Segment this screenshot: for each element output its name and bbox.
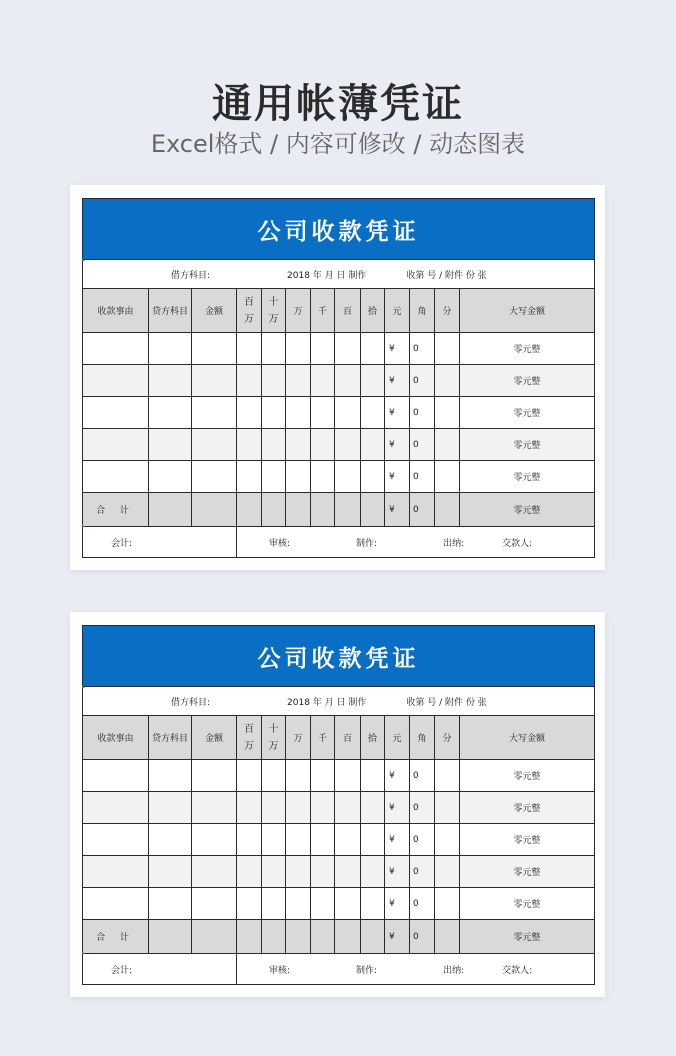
yuan-cell[interactable]: ¥ — [385, 429, 410, 461]
col-bai: 百 — [335, 289, 361, 333]
col-qian: 千 — [311, 289, 335, 333]
table-cell[interactable] — [286, 824, 311, 856]
jiao-cell[interactable]: 0 — [410, 856, 435, 888]
date-label: 2018 年 月 日 制作 — [287, 270, 367, 281]
table-cell[interactable] — [262, 333, 286, 365]
jiao-cell[interactable]: 0 — [410, 824, 435, 856]
col-capital-amount: 大写金额 — [460, 716, 595, 760]
table-cell[interactable] — [286, 333, 311, 365]
table-cell[interactable] — [435, 429, 460, 461]
table-cell[interactable] — [361, 397, 385, 429]
voucher-table — [82, 198, 595, 558]
table-cell[interactable] — [262, 461, 286, 493]
table-cell[interactable] — [435, 856, 460, 888]
table-cell[interactable] — [286, 397, 311, 429]
col-bai: 百 — [335, 716, 361, 760]
table-cell[interactable] — [237, 856, 262, 888]
table-cell[interactable] — [335, 760, 361, 792]
signature-row — [83, 527, 595, 558]
table-row — [83, 856, 595, 888]
table-cell[interactable] — [192, 461, 237, 493]
total-yen-cell[interactable]: ¥ — [385, 493, 410, 527]
jiao-cell[interactable]: 0 — [410, 397, 435, 429]
table-cell[interactable] — [335, 824, 361, 856]
table-cell[interactable] — [262, 824, 286, 856]
table-cell[interactable] — [335, 792, 361, 824]
table-cell[interactable] — [83, 888, 149, 920]
cell-marker-icon — [82, 685, 85, 688]
capital-amount-cell[interactable]: 零元整 — [460, 429, 595, 461]
table-cell[interactable] — [149, 429, 192, 461]
yuan-cell[interactable]: ¥ — [385, 856, 410, 888]
col-bai-wan-bottom: 万 — [244, 313, 254, 325]
maker-label: 制作: — [356, 538, 378, 549]
maker-label: 制作: — [356, 965, 378, 976]
total-row — [83, 493, 595, 527]
jiao-cell[interactable]: 0 — [410, 365, 435, 397]
total-credit-cell[interactable] — [149, 920, 192, 954]
col-bai-wan-top: 百 — [244, 296, 254, 308]
total-digit-cell[interactable] — [335, 493, 361, 527]
table-cell[interactable] — [83, 824, 149, 856]
table-cell[interactable] — [311, 856, 335, 888]
table-cell[interactable] — [435, 888, 460, 920]
review-label: 审核: — [269, 538, 291, 549]
table-row — [83, 333, 595, 365]
total-capital-cell[interactable]: 零元整 — [460, 493, 595, 527]
table-cell[interactable] — [83, 365, 149, 397]
col-jiao: 角 — [410, 289, 435, 333]
table-cell[interactable] — [361, 792, 385, 824]
table-cell[interactable] — [192, 365, 237, 397]
total-credit-cell[interactable] — [149, 493, 192, 527]
jiao-cell[interactable]: 0 — [410, 792, 435, 824]
total-digit-cell[interactable] — [237, 920, 262, 954]
total-row — [83, 920, 595, 954]
debit-account-label: 借方科目: — [171, 270, 211, 281]
total-digit-cell[interactable] — [311, 920, 335, 954]
total-digit-cell[interactable] — [335, 920, 361, 954]
table-cell[interactable] — [262, 397, 286, 429]
table-cell[interactable] — [192, 429, 237, 461]
table-cell[interactable] — [361, 760, 385, 792]
jiao-cell[interactable]: 0 — [410, 333, 435, 365]
table-cell[interactable] — [149, 397, 192, 429]
page-title: 通用帐薄凭证 — [212, 81, 464, 127]
voucher-title: 公司收款凭证 — [83, 626, 595, 687]
total-label: 合 计 — [83, 493, 149, 527]
table-cell[interactable] — [83, 792, 149, 824]
table-cell[interactable] — [286, 760, 311, 792]
capital-amount-cell[interactable]: 零元整 — [460, 333, 595, 365]
col-shi-wan-top: 十 — [268, 296, 279, 308]
table-cell[interactable] — [237, 429, 262, 461]
table-cell[interactable] — [149, 792, 192, 824]
voucher-title: 公司收款凭证 — [83, 199, 595, 260]
column-header-row — [83, 716, 595, 760]
col-credit-account: 贷方科目 — [149, 716, 192, 760]
total-digit-cell[interactable] — [361, 493, 385, 527]
col-shi: 拾 — [361, 716, 385, 760]
col-reason: 收款事由 — [83, 289, 149, 333]
table-cell[interactable] — [286, 365, 311, 397]
cell-marker-icon — [82, 951, 85, 954]
table-cell[interactable] — [286, 888, 311, 920]
yuan-cell[interactable]: ¥ — [385, 760, 410, 792]
table-cell[interactable] — [311, 429, 335, 461]
table-cell[interactable] — [149, 856, 192, 888]
table-cell[interactable] — [237, 888, 262, 920]
table-cell[interactable] — [192, 760, 237, 792]
table-cell[interactable] — [335, 856, 361, 888]
table-cell[interactable] — [149, 824, 192, 856]
table-row — [83, 365, 595, 397]
cell-marker-icon — [82, 524, 85, 527]
table-cell[interactable] — [435, 792, 460, 824]
table-cell[interactable] — [149, 461, 192, 493]
total-amount-cell[interactable] — [192, 920, 237, 954]
col-wan: 万 — [286, 716, 311, 760]
jiao-cell[interactable]: 0 — [410, 429, 435, 461]
table-cell[interactable] — [286, 461, 311, 493]
yuan-cell[interactable]: ¥ — [385, 461, 410, 493]
table-cell[interactable] — [149, 333, 192, 365]
table-row — [83, 429, 595, 461]
total-jiao-cell[interactable]: 0 — [410, 920, 435, 954]
table-cell[interactable] — [237, 760, 262, 792]
table-cell[interactable] — [192, 333, 237, 365]
table-cell[interactable] — [311, 397, 335, 429]
table-cell[interactable] — [262, 856, 286, 888]
total-label: 合 计 — [83, 920, 149, 954]
table-cell[interactable] — [335, 365, 361, 397]
yuan-cell[interactable]: ¥ — [385, 792, 410, 824]
capital-amount-cell[interactable]: 零元整 — [460, 760, 595, 792]
voucher-info-row — [83, 260, 595, 289]
table-cell[interactable] — [311, 461, 335, 493]
table-row — [83, 461, 595, 493]
table-cell[interactable] — [311, 888, 335, 920]
signature-cell — [237, 954, 595, 985]
col-yuan: 元 — [385, 716, 410, 760]
capital-amount-cell[interactable]: 零元整 — [460, 397, 595, 429]
table-row — [83, 888, 595, 920]
col-shi-wan-top: 十 — [268, 723, 279, 735]
review-label: 审核: — [269, 965, 291, 976]
total-digit-cell[interactable] — [262, 493, 286, 527]
column-header-row — [83, 289, 595, 333]
page-subtitle: Excel格式 / 内容可修改 / 动态图表 — [150, 130, 526, 158]
col-amount: 金额 — [192, 289, 237, 333]
table-cell[interactable] — [149, 760, 192, 792]
table-cell[interactable] — [192, 888, 237, 920]
capital-amount-cell[interactable]: 零元整 — [460, 856, 595, 888]
col-fen: 分 — [435, 289, 460, 333]
table-cell[interactable] — [435, 365, 460, 397]
table-cell[interactable] — [262, 365, 286, 397]
table-cell[interactable] — [435, 824, 460, 856]
table-cell[interactable] — [262, 888, 286, 920]
yuan-cell[interactable]: ¥ — [385, 333, 410, 365]
voucher-card-2 — [70, 612, 605, 997]
table-cell[interactable] — [83, 461, 149, 493]
capital-amount-cell[interactable]: 零元整 — [460, 792, 595, 824]
col-wan: 万 — [286, 289, 311, 333]
table-row — [83, 397, 595, 429]
cell-marker-icon — [82, 258, 85, 261]
table-cell[interactable] — [286, 792, 311, 824]
yuan-cell[interactable]: ¥ — [385, 365, 410, 397]
table-cell[interactable] — [335, 461, 361, 493]
col-shi-wan-bottom: 万 — [268, 740, 279, 752]
total-jiao-cell[interactable]: 0 — [410, 493, 435, 527]
table-cell[interactable] — [311, 824, 335, 856]
table-cell[interactable] — [361, 824, 385, 856]
capital-amount-cell[interactable]: 零元整 — [460, 365, 595, 397]
cashier-label: 出纳: — [443, 965, 465, 976]
payer-label: 交款人: — [502, 538, 533, 549]
total-digit-cell[interactable] — [286, 493, 311, 527]
total-digit-cell[interactable] — [237, 493, 262, 527]
table-cell[interactable] — [286, 429, 311, 461]
table-row — [83, 760, 595, 792]
voucher-info-row — [83, 687, 595, 716]
total-yen-cell[interactable]: ¥ — [385, 920, 410, 954]
table-cell[interactable] — [149, 888, 192, 920]
table-cell[interactable] — [237, 397, 262, 429]
table-cell[interactable] — [83, 397, 149, 429]
capital-amount-cell[interactable]: 零元整 — [460, 461, 595, 493]
total-fen-cell[interactable] — [435, 493, 460, 527]
accountant-label: 会计: — [83, 954, 237, 985]
table-cell[interactable] — [361, 429, 385, 461]
table-cell[interactable] — [83, 760, 149, 792]
table-cell[interactable] — [286, 856, 311, 888]
col-bai-wan — [237, 716, 262, 760]
cashier-label: 出纳: — [443, 538, 465, 549]
total-digit-cell[interactable] — [286, 920, 311, 954]
total-fen-cell[interactable] — [435, 920, 460, 954]
receipt-number-label: 收第 号 / 附件 份 张 — [406, 270, 487, 281]
table-cell[interactable] — [361, 333, 385, 365]
table-cell[interactable] — [83, 333, 149, 365]
table-cell[interactable] — [335, 333, 361, 365]
table-cell[interactable] — [262, 792, 286, 824]
total-amount-cell[interactable] — [192, 493, 237, 527]
signature-cell — [237, 527, 595, 558]
table-cell[interactable] — [361, 888, 385, 920]
table-cell[interactable] — [435, 397, 460, 429]
payer-label: 交款人: — [502, 965, 533, 976]
col-fen: 分 — [435, 716, 460, 760]
total-capital-cell[interactable]: 零元整 — [460, 920, 595, 954]
col-bai-wan-top: 百 — [244, 723, 254, 735]
table-cell[interactable] — [192, 824, 237, 856]
yuan-cell[interactable]: ¥ — [385, 888, 410, 920]
table-cell[interactable] — [311, 760, 335, 792]
yuan-cell[interactable]: ¥ — [385, 824, 410, 856]
col-qian: 千 — [311, 716, 335, 760]
col-reason: 收款事由 — [83, 716, 149, 760]
table-row — [83, 824, 595, 856]
total-digit-cell[interactable] — [311, 493, 335, 527]
jiao-cell[interactable]: 0 — [410, 888, 435, 920]
date-label: 2018 年 月 日 制作 — [287, 697, 367, 708]
table-cell[interactable] — [192, 792, 237, 824]
table-cell[interactable] — [262, 429, 286, 461]
receipt-number-label: 收第 号 / 附件 份 张 — [406, 697, 487, 708]
col-bai-wan-bottom: 万 — [244, 740, 254, 752]
table-cell[interactable] — [262, 760, 286, 792]
table-cell[interactable] — [237, 461, 262, 493]
accountant-label: 会计: — [83, 527, 237, 558]
col-yuan: 元 — [385, 289, 410, 333]
table-cell[interactable] — [435, 461, 460, 493]
table-cell[interactable] — [335, 397, 361, 429]
col-shi-wan-bottom: 万 — [268, 313, 279, 325]
col-jiao: 角 — [410, 716, 435, 760]
yuan-cell[interactable]: ¥ — [385, 397, 410, 429]
jiao-cell[interactable]: 0 — [410, 461, 435, 493]
signature-row — [83, 954, 595, 985]
col-bai-wan — [237, 289, 262, 333]
table-cell[interactable] — [149, 365, 192, 397]
table-cell[interactable] — [311, 365, 335, 397]
capital-amount-cell[interactable]: 零元整 — [460, 888, 595, 920]
table-cell[interactable] — [361, 461, 385, 493]
total-digit-cell[interactable] — [361, 920, 385, 954]
table-cell[interactable] — [361, 365, 385, 397]
table-cell[interactable] — [311, 333, 335, 365]
table-cell[interactable] — [192, 397, 237, 429]
jiao-cell[interactable]: 0 — [410, 760, 435, 792]
voucher-table — [82, 625, 595, 985]
table-row — [83, 792, 595, 824]
col-shi: 拾 — [361, 289, 385, 333]
col-capital-amount: 大写金额 — [460, 289, 595, 333]
col-amount: 金额 — [192, 716, 237, 760]
table-cell[interactable] — [237, 365, 262, 397]
debit-account-label: 借方科目: — [171, 697, 211, 708]
table-cell[interactable] — [192, 856, 237, 888]
table-cell[interactable] — [83, 856, 149, 888]
capital-amount-cell[interactable]: 零元整 — [460, 824, 595, 856]
table-cell[interactable] — [237, 792, 262, 824]
table-cell[interactable] — [435, 333, 460, 365]
col-credit-account: 贷方科目 — [149, 289, 192, 333]
table-cell[interactable] — [335, 429, 361, 461]
table-cell[interactable] — [335, 888, 361, 920]
voucher-card-1 — [70, 185, 605, 570]
table-cell[interactable] — [237, 333, 262, 365]
col-shi-wan — [262, 716, 286, 760]
table-cell[interactable] — [361, 856, 385, 888]
table-cell[interactable] — [237, 824, 262, 856]
table-cell[interactable] — [435, 760, 460, 792]
table-cell[interactable] — [311, 792, 335, 824]
table-cell[interactable] — [83, 429, 149, 461]
total-digit-cell[interactable] — [262, 920, 286, 954]
col-shi-wan — [262, 289, 286, 333]
